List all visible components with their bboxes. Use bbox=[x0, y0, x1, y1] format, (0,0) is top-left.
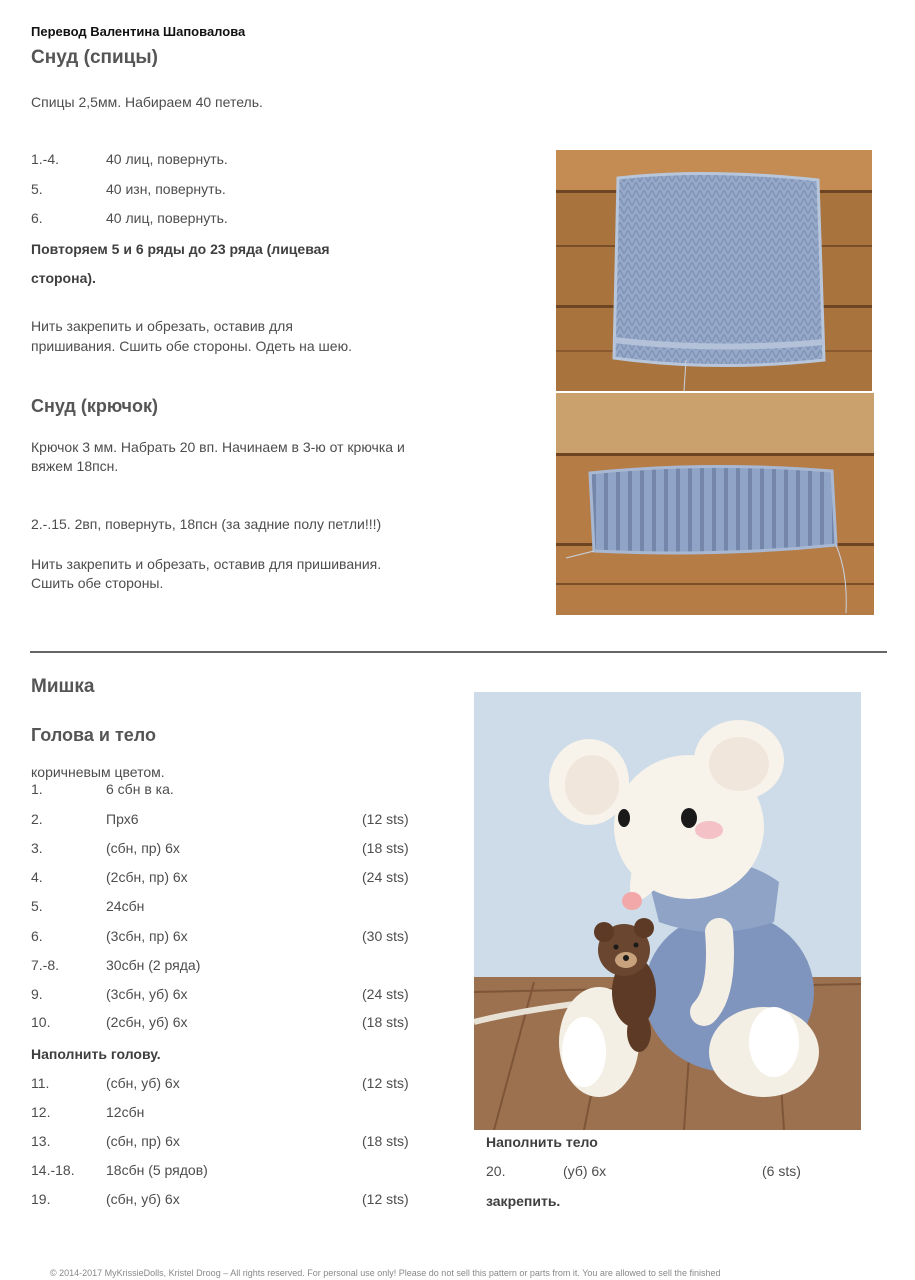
knit-repeat-line-1: Повторяем 5 и 6 ряды до 23 ряда (лицевая bbox=[31, 241, 330, 257]
bear-row-number: 4. bbox=[31, 869, 43, 885]
knit-finish-line-2: пришивания. Сшить обе стороны. Одеть на шею. bbox=[31, 338, 352, 354]
bear-row-text: (сбн, пр) 6х bbox=[106, 1133, 180, 1149]
section-divider bbox=[30, 651, 887, 653]
copyright-footer: © 2014-2017 MyKrissieDolls, Kristel Droog – All rights reserved. For personal use only! Please do not sell this pattern or parts from it. You are allowed to sell the finished bbox=[50, 1268, 721, 1278]
bear-row-20-sts: (6 sts) bbox=[762, 1163, 801, 1179]
bear-title: Мишка bbox=[31, 676, 95, 697]
knit-row-text: 40 лиц, повернуть. bbox=[106, 210, 228, 226]
bear-row-number: 1. bbox=[31, 781, 43, 797]
knit-row-text: 40 лиц, повернуть. bbox=[106, 151, 228, 167]
bear-row-sts: (18 sts) bbox=[362, 840, 409, 856]
knit-row-number: 5. bbox=[31, 181, 43, 197]
bear-row-text: Прх6 bbox=[106, 811, 139, 827]
bear-row-number: 13. bbox=[31, 1133, 51, 1149]
fill-head-note: Наполнить голову. bbox=[31, 1046, 161, 1062]
snood-knit-intro: Спицы 2,5мм. Набираем 40 петель. bbox=[31, 94, 263, 110]
bear-row-number: 11. bbox=[31, 1075, 50, 1091]
crochet-finish-line-2: Сшить обе стороны. bbox=[31, 575, 164, 591]
bear-row-sts: (24 sts) bbox=[362, 986, 409, 1002]
knit-repeat-line-2: сторона). bbox=[31, 270, 96, 286]
bear-row-number: 3. bbox=[31, 840, 43, 856]
crochet-intro-line-1: Крючок 3 мм. Набрать 20 вп. Начинаем в 3-ю от крючка и bbox=[31, 439, 405, 455]
bear-row-sts: (12 sts) bbox=[362, 1191, 409, 1207]
knit-row-number: 6. bbox=[31, 210, 43, 226]
bear-row-number: 7.-8. bbox=[31, 957, 60, 973]
bear-row-number: 5. bbox=[31, 898, 43, 914]
bear-row-text: (3сбн, пр) 6х bbox=[106, 928, 188, 944]
bear-row-sts: (18 sts) bbox=[362, 1014, 409, 1030]
fill-body-note: Наполнить тело bbox=[486, 1134, 598, 1150]
bear-row-number: 6. bbox=[31, 928, 43, 944]
bear-row-text: 6 сбн в ка. bbox=[106, 781, 174, 797]
bear-row-text: 24сбн bbox=[106, 898, 145, 914]
crochet-row: 2.-.15. 2вп, повернуть, 18псн (за задние полу петли!!!) bbox=[31, 516, 382, 532]
bear-row-number: 2. bbox=[31, 811, 43, 827]
knit-finish-line-1: Нить закрепить и обрезать, оставив для bbox=[31, 318, 293, 334]
bear-row-20-text: (уб) 6х bbox=[563, 1163, 607, 1179]
bear-row-sts: (12 sts) bbox=[362, 811, 409, 827]
crochet-snood-photo bbox=[556, 393, 874, 615]
bear-row-sts: (12 sts) bbox=[362, 1075, 409, 1091]
bear-row-number: 9. bbox=[31, 986, 43, 1002]
bear-row-sts: (24 sts) bbox=[362, 869, 409, 885]
bear-row-number: 10. bbox=[31, 1014, 51, 1030]
bear-row-20-number: 20. bbox=[486, 1163, 506, 1179]
bear-row-text: (сбн, уб) 6х bbox=[106, 1191, 180, 1207]
bear-row-text: 30сбн (2 ряда) bbox=[106, 957, 201, 973]
bear-row-number: 19. bbox=[31, 1191, 51, 1207]
bear-row-sts: (18 sts) bbox=[362, 1133, 409, 1149]
snood-knit-title: Снуд (спицы) bbox=[31, 47, 158, 68]
knit-row-number: 1.-4. bbox=[31, 151, 60, 167]
bear-row-text: (3сбн, уб) 6х bbox=[106, 986, 188, 1002]
crochet-finish-line-1: Нить закрепить и обрезать, оставив для пришивания. bbox=[31, 556, 382, 572]
bear-row-text: (сбн, пр) 6х bbox=[106, 840, 180, 856]
knit-row-text: 40 изн, повернуть. bbox=[106, 181, 226, 197]
knit-snood-photo bbox=[556, 150, 872, 391]
bear-subtitle: Голова и тело bbox=[31, 725, 156, 745]
bear-row-text: (сбн, уб) 6х bbox=[106, 1075, 180, 1091]
bear-row-sts: (30 sts) bbox=[362, 928, 409, 944]
bear-color-note: коричневым цветом. bbox=[31, 764, 165, 780]
bear-row-text: 12сбн bbox=[106, 1104, 145, 1120]
crochet-intro-line-2: вяжем 18псн. bbox=[31, 458, 119, 474]
bear-row-text: (2сбн, уб) 6х bbox=[106, 1014, 188, 1030]
translator-credit: Перевод Валентина Шаповалова bbox=[31, 24, 246, 39]
bear-row-number: 14.-18. bbox=[31, 1162, 75, 1178]
bear-row-text: 18сбн (5 рядов) bbox=[106, 1162, 208, 1178]
bear-row-number: 12. bbox=[31, 1104, 51, 1120]
mouse-doll-photo bbox=[474, 692, 861, 1130]
snood-crochet-title: Снуд (крючок) bbox=[31, 396, 158, 416]
fasten-note: закрепить. bbox=[486, 1193, 561, 1209]
bear-row-text: (2сбн, пр) 6х bbox=[106, 869, 188, 885]
